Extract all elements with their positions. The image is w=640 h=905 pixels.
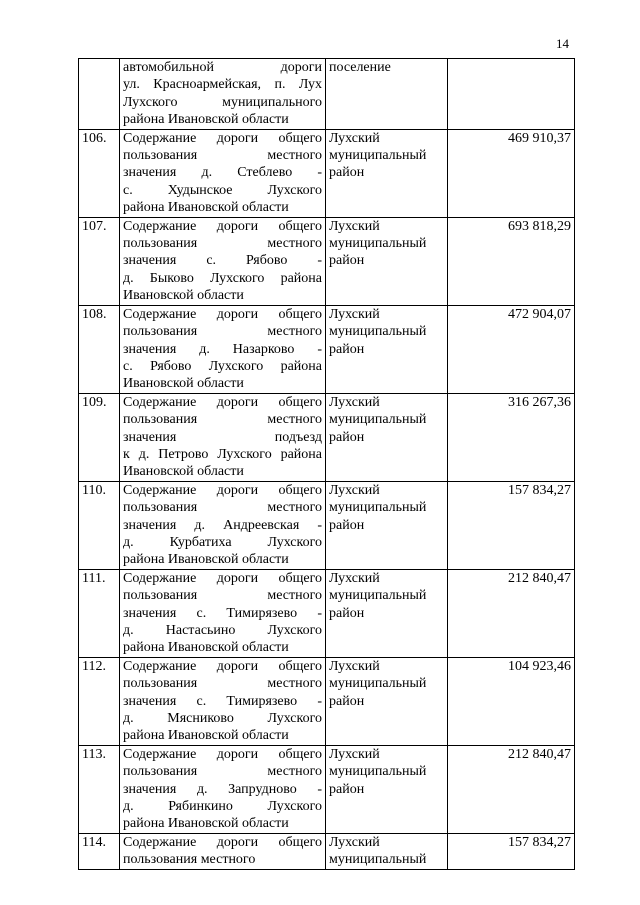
amount-cell: 157 834,27 — [448, 833, 575, 869]
row-number-cell: 111. — [79, 569, 120, 657]
recipient-line: муниципальный — [329, 148, 427, 164]
row-number-cell: 106. — [79, 129, 120, 217]
description-line: ул. Красноармейская, п. Лух — [123, 77, 322, 93]
amount-cell: 316 267,36 — [448, 393, 575, 481]
description-line: Содержание дороги общего — [123, 570, 322, 586]
amount-cell: 212 840,47 — [448, 569, 575, 657]
recipient-line: район — [329, 429, 365, 445]
description-line: района Ивановской области — [123, 200, 289, 216]
expense-description-cell — [120, 569, 326, 657]
recipient-line: район — [329, 165, 365, 181]
recipient-line: Лухский — [329, 834, 380, 850]
description-line: автомобильной дороги — [123, 60, 322, 75]
recipient-line: район — [329, 341, 365, 357]
description-line: Содержание дороги общего — [123, 218, 322, 234]
description-line: Содержание дороги общего — [123, 658, 322, 674]
budget-table — [78, 58, 575, 870]
amount-cell: 469 910,37 — [448, 129, 575, 217]
table-row — [79, 217, 575, 305]
table-row — [79, 393, 575, 481]
recipient-line: район — [329, 605, 365, 621]
recipient-line: муниципальный — [329, 676, 427, 692]
recipient-line: Лухский — [329, 746, 380, 762]
recipient-line: район — [329, 693, 365, 709]
table-row — [79, 833, 575, 869]
table-row — [79, 481, 575, 569]
description-line: Лухского муниципального — [123, 94, 322, 110]
description-line: значения подъезд — [123, 429, 322, 445]
description-line: района Ивановской области — [123, 640, 289, 656]
description-line: д. Мясниково Лухского — [123, 711, 322, 727]
recipient-line: Лухский — [329, 658, 380, 674]
description-line: значения с. Тимирязево - — [123, 693, 322, 709]
description-line: д. Настасьино Лухского — [123, 623, 322, 638]
description-line: значения д. Запрудново - — [123, 781, 322, 797]
amount-cell: 472 904,07 — [448, 305, 575, 393]
page-number: 14 — [556, 36, 569, 51]
description-line: с. Рябово Лухского района — [123, 358, 322, 374]
description-line: района Ивановской области — [123, 728, 289, 744]
description-line: пользования местного — [123, 236, 322, 252]
description-line: д. Курбатиха Лухского — [123, 534, 322, 550]
recipient-line: район — [329, 781, 365, 797]
recipient-line: муниципальный — [329, 588, 427, 604]
recipient-line: муниципальный — [329, 412, 427, 428]
description-line: Содержание дороги общего — [123, 834, 322, 850]
table-row-continuation — [79, 59, 575, 130]
recipient-line: поселение — [329, 60, 391, 75]
expense-description-cell — [120, 59, 326, 130]
recipient-cell — [326, 393, 448, 481]
row-number-cell: 110. — [79, 481, 120, 569]
recipient-line: муниципальный — [329, 236, 427, 252]
recipient-line: Лухский — [329, 394, 380, 410]
expense-description-cell — [120, 393, 326, 481]
description-line: пользования местного — [123, 676, 322, 692]
recipient-line: муниципальный — [329, 764, 427, 780]
expense-description-cell — [120, 217, 326, 305]
description-line: с. Худынское Лухского — [123, 182, 322, 198]
description-line: значения д. Стеблево - — [123, 165, 322, 181]
recipient-line: муниципальный — [329, 852, 427, 868]
amount-cell: 157 834,27 — [448, 481, 575, 569]
recipient-line: муниципальный — [329, 324, 427, 340]
description-line: района Ивановской области — [123, 112, 289, 128]
amount-cell: 104 923,46 — [448, 657, 575, 745]
description-line: Содержание дороги общего — [123, 130, 322, 146]
table-row — [79, 129, 575, 217]
table-row — [79, 569, 575, 657]
expense-description-cell — [120, 305, 326, 393]
recipient-cell — [326, 745, 448, 833]
row-number-cell: 109. — [79, 393, 120, 481]
amount-cell — [448, 59, 575, 130]
recipient-line: Лухский — [329, 306, 380, 322]
expense-description-cell — [120, 129, 326, 217]
description-line: Содержание дороги общего — [123, 306, 322, 322]
recipient-cell — [326, 569, 448, 657]
row-number-cell: 108. — [79, 305, 120, 393]
recipient-cell — [326, 129, 448, 217]
amount-cell: 693 818,29 — [448, 217, 575, 305]
description-line: Содержание дороги общего — [123, 746, 322, 762]
recipient-line: Лухский — [329, 130, 380, 146]
recipient-line: Лухский — [329, 218, 380, 234]
recipient-cell — [326, 833, 448, 869]
recipient-cell — [326, 657, 448, 745]
description-line: Ивановской области — [123, 288, 244, 304]
recipient-cell — [326, 481, 448, 569]
description-line: пользования местного — [123, 412, 322, 428]
description-line: значения с. Тимирязево - — [123, 605, 322, 621]
expense-description-cell — [120, 745, 326, 833]
recipient-cell — [326, 59, 448, 130]
description-line: пользования местного — [123, 148, 322, 164]
row-number-cell: 107. — [79, 217, 120, 305]
expense-description-cell — [120, 481, 326, 569]
description-line: д. Быково Лухского района — [123, 270, 322, 286]
recipient-line: Лухский — [329, 482, 380, 498]
recipient-cell — [326, 305, 448, 393]
description-line: Содержание дороги общего — [123, 482, 322, 498]
table-body — [79, 59, 575, 870]
description-line: пользования местного — [123, 500, 322, 516]
description-line: района Ивановской области — [123, 816, 289, 832]
table-row — [79, 657, 575, 745]
description-line: к д. Петрово Лухского района — [123, 446, 322, 462]
description-line: значения с. Рябово - — [123, 253, 322, 269]
table-row — [79, 745, 575, 833]
description-line: пользования местного — [123, 764, 322, 780]
recipient-line: район — [329, 517, 365, 533]
description-line: Ивановской области — [123, 376, 244, 392]
expense-description-cell — [120, 657, 326, 745]
description-line: района Ивановской области — [123, 552, 289, 568]
description-line: значения д. Андреевская - — [123, 517, 322, 533]
row-number-cell: 112. — [79, 657, 120, 745]
recipient-line: район — [329, 253, 365, 269]
description-line: д. Рябинкино Лухского — [123, 799, 322, 815]
row-number-cell: 113. — [79, 745, 120, 833]
description-line: значения д. Назарково - — [123, 341, 322, 357]
amount-cell: 212 840,47 — [448, 745, 575, 833]
description-line: Содержание дороги общего — [123, 394, 322, 410]
row-number-cell — [79, 59, 120, 130]
description-line: Ивановской области — [123, 464, 244, 480]
row-number-cell: 114. — [79, 833, 120, 869]
description-line: пользования местного — [123, 324, 322, 340]
recipient-cell — [326, 217, 448, 305]
recipient-line: муниципальный — [329, 500, 427, 516]
recipient-line: Лухский — [329, 570, 380, 586]
table-row — [79, 305, 575, 393]
description-line: пользования местного — [123, 852, 256, 868]
expense-description-cell — [120, 833, 326, 869]
description-line: пользования местного — [123, 588, 322, 604]
